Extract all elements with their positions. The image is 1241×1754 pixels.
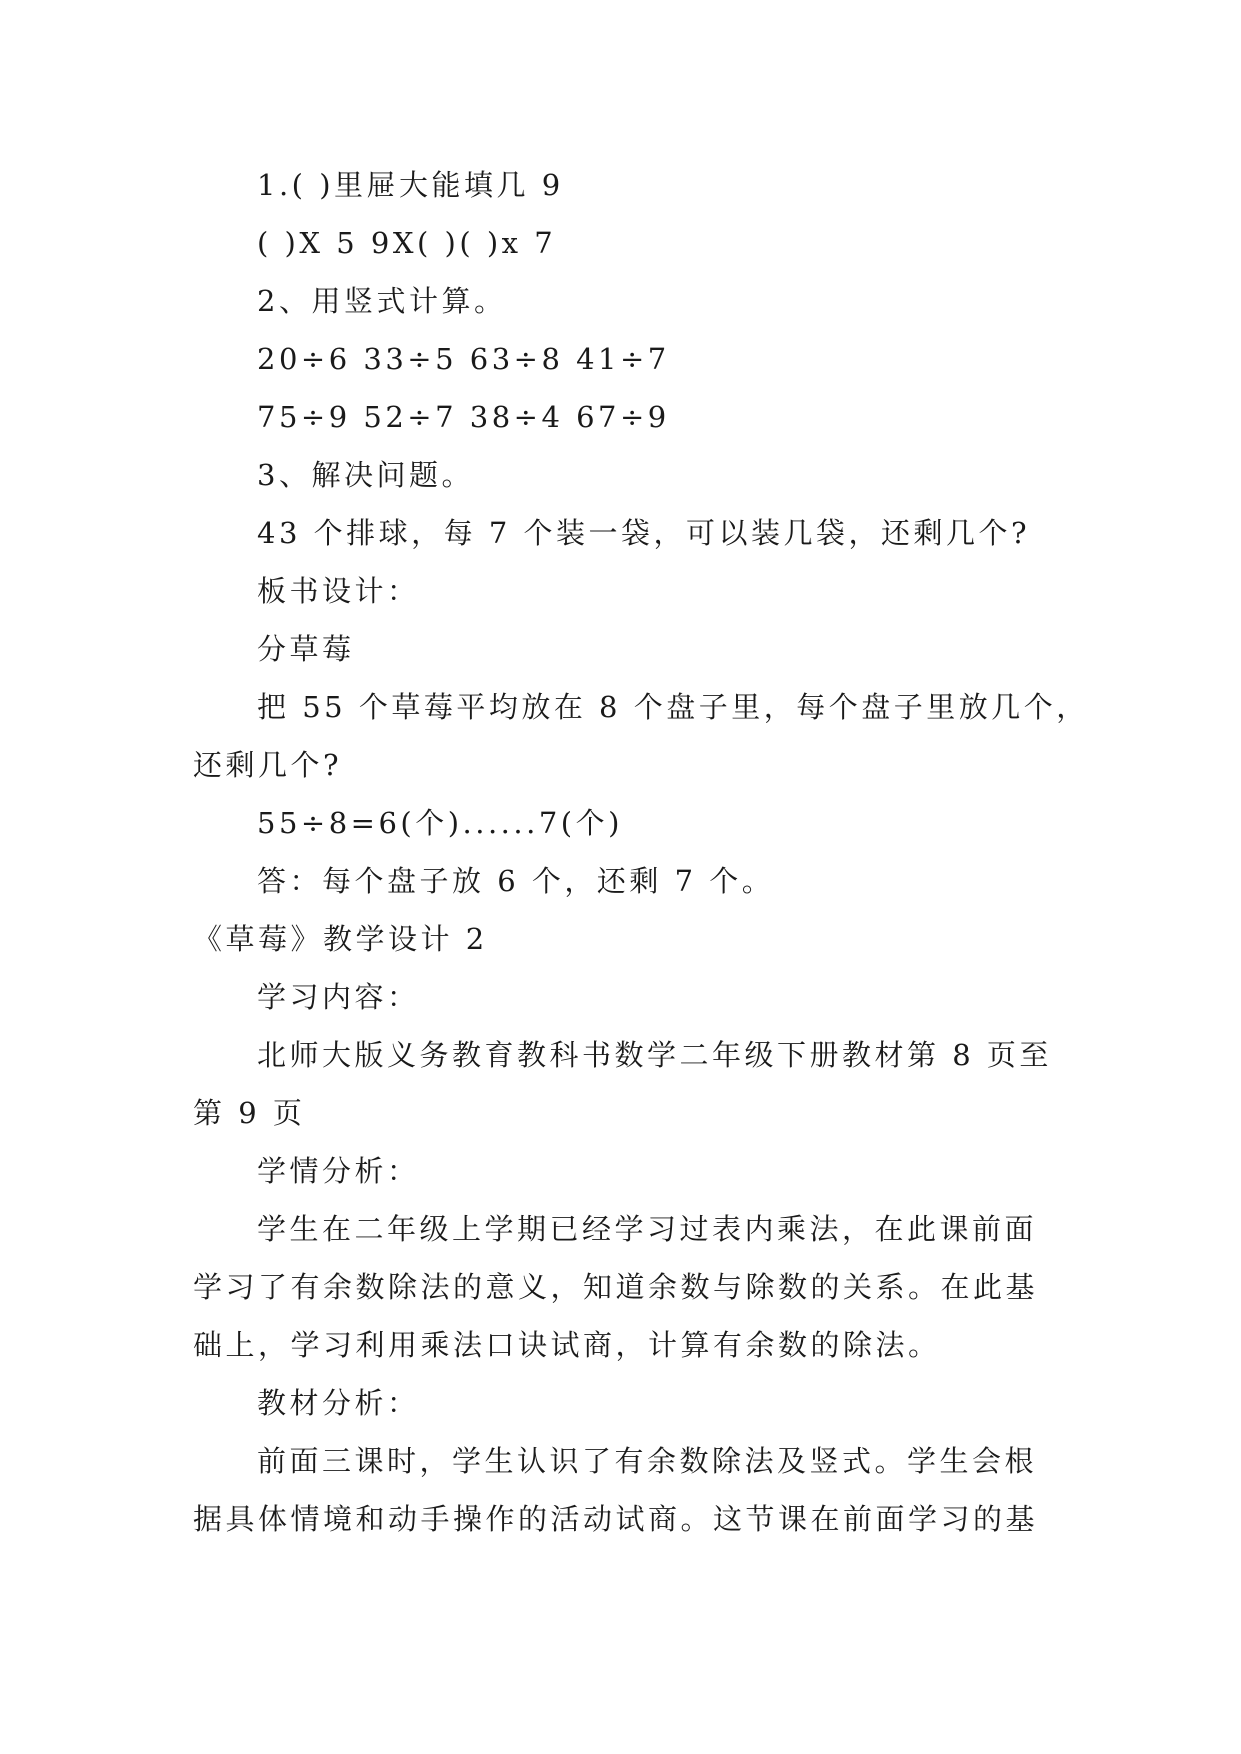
learner-analysis-heading: 学情分析： [257,1154,420,1188]
exercise-1-blanks: ( )X 5 9X( )( )x 7 [257,226,557,260]
exercise-1-question: 1.( )里屉大能填几 9 [257,168,564,202]
board-design-equation: 55÷8=6(个)......7(个) [257,806,623,840]
board-design-heading: 板书设计： [257,574,420,608]
learning-content-heading: 学习内容： [257,980,420,1014]
board-design-problem: 把 55 个草莓平均放在 8 个盘子里，每个盘子里放几个， [257,690,1089,724]
exercise-3-problem: 43 个排球，每 7 个装一袋，可以装几袋，还剩几个? [257,516,1031,550]
learning-content-text-cont: 第 9 页 [193,1096,306,1130]
material-analysis-heading: 教材分析： [257,1386,420,1420]
learner-analysis-text-1: 学生在二年级上学期已经学习过表内乘法，在此课前面 [257,1212,1038,1246]
board-design-title: 分草莓 [257,632,355,666]
material-analysis-text-1: 前面三课时，学生认识了有余数除法及竖式。学生会根 [257,1444,1038,1478]
board-design-answer: 答：每个盘子放 6 个，还剩 7 个。 [257,864,775,898]
exercise-2-row-2: 75÷9 52÷7 38÷4 67÷9 [257,400,670,434]
section-title: 《草莓》教学设计 2 [193,922,488,956]
material-analysis-text-2: 据具体情境和动手操作的活动试商。这节课在前面学习的基 [193,1502,1039,1536]
exercise-3-heading: 3、解决问题。 [257,458,474,492]
exercise-2-row-1: 20÷6 33÷5 63÷8 41÷7 [257,342,670,376]
learner-analysis-text-3: 础上，学习利用乘法口诀试商，计算有余数的除法。 [193,1328,941,1362]
learner-analysis-text-2: 学习了有余数除法的意义，知道余数与除数的关系。在此基 [193,1270,1039,1304]
exercise-2-heading: 2、用竖式计算。 [257,284,507,318]
learning-content-text: 北师大版义务教育教科书数学二年级下册教材第 8 页至 [257,1038,1052,1072]
board-design-problem-cont: 还剩几个? [193,748,343,782]
